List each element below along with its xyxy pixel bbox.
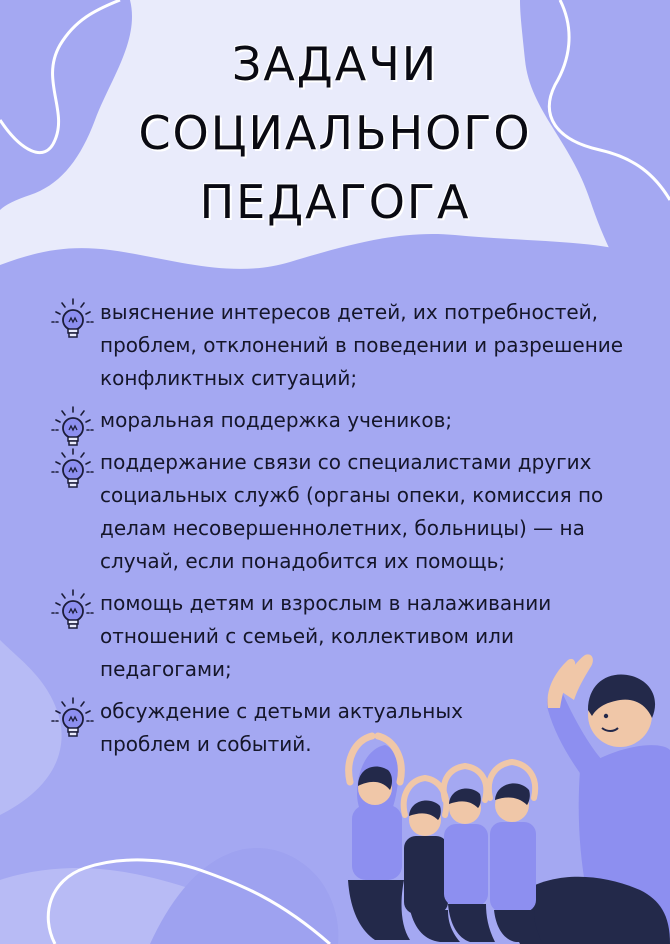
title-line-2: СОЦИАЛЬНОГО bbox=[138, 106, 532, 160]
task-text: поддержание связи со специалистами других социальных служб (органы опеки, комиссия по делам несовершеннолетних, больницы) — на случай, если понадобится их помощь; bbox=[100, 450, 604, 573]
title-line-1: ЗАДАЧИ bbox=[231, 37, 439, 91]
lightbulb-icon bbox=[48, 296, 94, 342]
lightbulb-icon bbox=[48, 446, 94, 492]
task-text: моральная поддержка учеников; bbox=[100, 408, 453, 432]
task-text: помощь детям и взрослым в налаживании отношений с семьей, коллективом или педагогами; bbox=[100, 591, 552, 681]
lightbulb-icon bbox=[48, 587, 94, 633]
task-item bbox=[46, 446, 656, 578]
lightbulb-icon bbox=[48, 695, 94, 741]
lightbulb-icon bbox=[48, 404, 94, 450]
title-line-3: ПЕДАГОГА bbox=[199, 175, 471, 229]
page-title bbox=[0, 30, 670, 237]
task-item bbox=[46, 404, 656, 437]
task-text: обсуждение с детьми актуальных проблем и событий. bbox=[100, 699, 464, 756]
task-text: выяснение интересов детей, их потребностей, проблем, отклонений в поведении и разрешение конфликтных ситуаций; bbox=[100, 300, 624, 390]
teacher-children-illustration bbox=[330, 640, 670, 944]
task-item bbox=[46, 296, 656, 395]
